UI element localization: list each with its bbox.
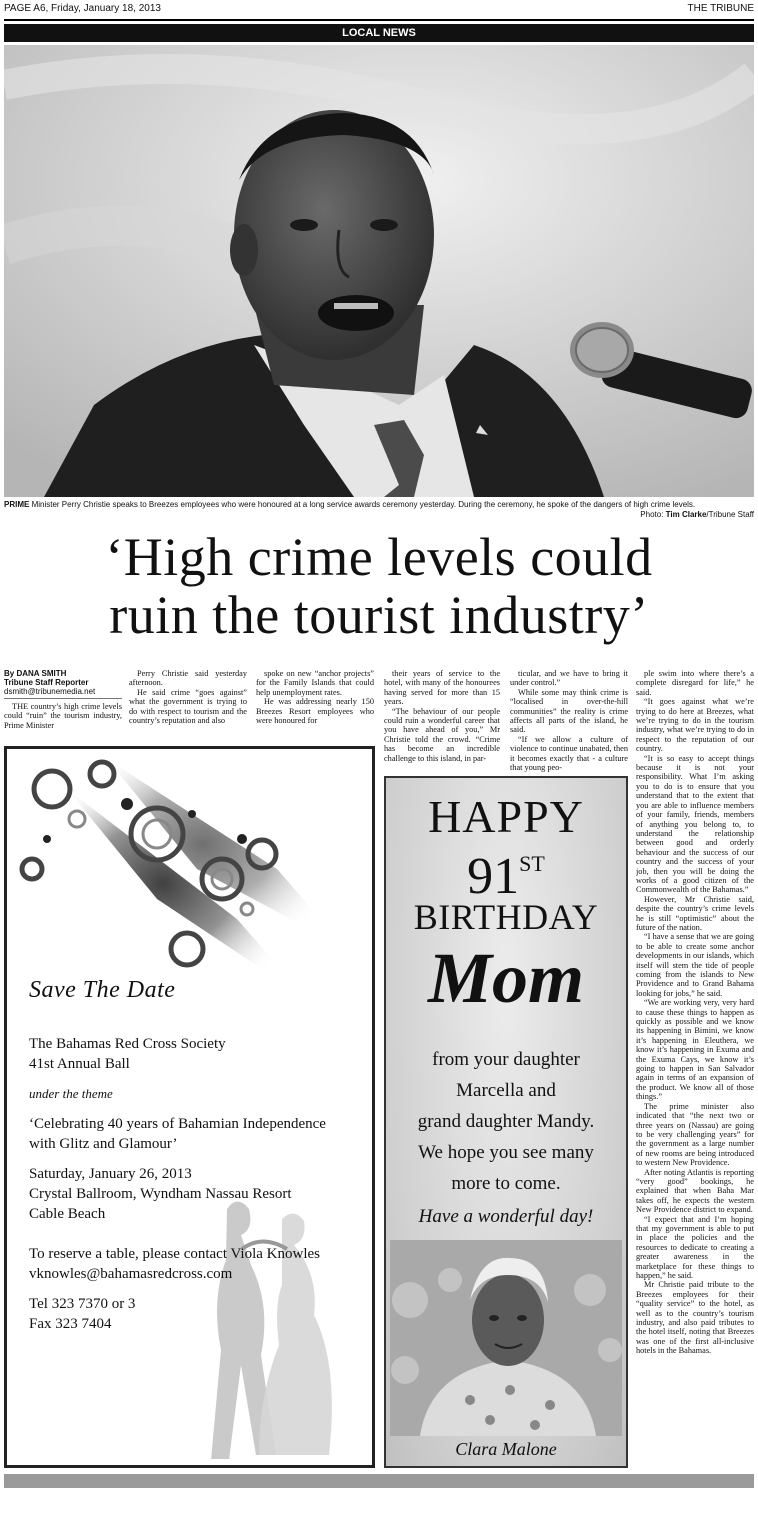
redcross-reserve: To reserve a table, please contact Viola Knowles [29, 1246, 320, 1262]
birthday-word: BIRTHDAY [413, 897, 599, 937]
article-paragraph: He was addressing nearly 150 Breezes Resort employees who were honoured for [256, 697, 374, 726]
article-column-3 [256, 669, 374, 741]
article-paragraph: Mr Christie paid tribute to the Breezes employees for their “quality service” to the hotel, as well as to the country’s tourism industry, and also paid tributes to the hotel itself, noting that Breezes was one of the first all-inclusive hotels in the Bahamas. [636, 1280, 754, 1356]
article-paragraph: their years of service to the hotel, with many of the honourees having served for more than 15 years. [384, 669, 500, 707]
birthday-message [386, 1044, 626, 1199]
article-paragraph: “I expect that and I’m hoping that my government is able to put in place the policies and the resources to dedicate to creating a greater awareness in the marketplace for these things to happen,” he said. [636, 1214, 754, 1280]
redcross-details [29, 1034, 359, 1334]
photo-caption [4, 500, 754, 520]
birthday-name: Clara Malone [455, 1439, 557, 1459]
article-paragraph: “The behaviour of our people could ruin a wonderful career that you have ahead of you,” Mr Christie told the crowd. “Crime has become an incredible challenge to this island, in par- [384, 706, 500, 763]
redcross-email: vknowles@bahamasredcross.com [29, 1266, 233, 1282]
birthday-mom-script: Mom [427, 938, 585, 1018]
article-paragraph: “It goes against what we’re trying to do here at Breezes, what we’re trying to do in the tourism industry, what we’re trying to do in respect to the reputation of our country. [636, 697, 754, 754]
birthday-wish: Have a wonderful day! [418, 1206, 594, 1227]
article-paragraph: ple swim into where there’s a complete disregard for life,” he said. [636, 669, 754, 697]
birthday-message-line-4: We hope you see many [418, 1142, 594, 1163]
folio-paper-name: THE TRIBUNE [687, 3, 754, 14]
birthday-message-line-5: more to come. [451, 1173, 561, 1194]
article-paragraph: ticular, and we have to bring it under control.” [510, 669, 628, 688]
folio-page-date: PAGE A6, Friday, January 18, 2013 [4, 3, 161, 14]
byline-author: By DANA SMITH [4, 669, 67, 678]
redcross-theme-line-2: with Glitz and Glamour’ [29, 1136, 178, 1152]
speaker-illustration [4, 45, 754, 497]
page-folio [4, 3, 754, 19]
birthday-advert [384, 776, 628, 1468]
article-paragraph: “It is so easy to accept things because it is not your responsibility. What I’m asking you to do is to ensure that you understand that to the extent that you are able to influence members of your family, friends, members of anything you belong to, to understand the relationship between good and orderly behaviour and the success of our country and the success of your job, then you will be doing the works of a good citizen of the Commonwealth of the Bahamas.” [636, 753, 754, 895]
birthday-age-suffix: ST [519, 851, 545, 876]
redcross-tel: Tel 323 7370 or 3 [29, 1296, 136, 1312]
byline [4, 669, 122, 702]
redcross-venue: Crystal Ballroom, Wyndham Nassau Resort [29, 1186, 292, 1202]
folio-rule [4, 19, 754, 21]
article-paragraph: Perry Christie said yesterday afternoon. [129, 669, 247, 688]
elderly-woman-portrait [390, 1240, 622, 1436]
photo-credit [4, 510, 754, 520]
caption-body: Minister Perry Christie speaks to Breezes employees who were honoured at a long service awards ceremony yesterday. During the ceremony, he spoke of the dangers of high crime levels. [29, 500, 696, 509]
birthday-message-line-2: Marcella and [456, 1080, 556, 1101]
redcross-theme-line-1: ‘Celebrating 40 years of Bahamian Independence [29, 1116, 326, 1132]
article-column-4 [384, 669, 500, 775]
article-paragraph: THE country’s high crime levels could “ruin” the tourism industry, Prime Minister [4, 702, 122, 730]
article-paragraph: While some may think crime is “localised in over-the-hill communities” the reality is crime affects all parts of the island, he said. [510, 687, 628, 735]
birthday-age [386, 836, 626, 905]
article-paragraph: “I have a sense that we are going to be able to create some anchor developments in our islands, which itself will stem the tide of people coming from the islands to New Providence and to Grand Bahama looking for jobs,” he said. [636, 932, 754, 998]
birthday-age-number: 91 [467, 848, 520, 905]
section-header: LOCAL NEWS [4, 24, 754, 42]
article-column-1 [4, 702, 122, 742]
article-paragraph: After noting Atlantis is reporting “very good” bookings, he explained that when Baha Mar takes off, he expects the western New Providence district to expand. [636, 1167, 754, 1215]
headline [4, 528, 754, 644]
byline-email: dsmith@tribunemedia.net [4, 687, 122, 699]
article-column-6 [636, 669, 754, 1469]
article-column-5 [510, 669, 628, 775]
birthday-message-line-3: grand daughter Mandy. [417, 1111, 595, 1132]
redcross-org: The Bahamas Red Cross Society [29, 1036, 226, 1052]
redcross-event: 41st Annual Ball [29, 1056, 130, 1072]
article-paragraph: “We are working very, very hard to cause these things to happen as quickly as possible and we know its happening in Bimini, we know it’s happening in Eleuthera, we know it’s happening in Exuma and the Exuma Cays, we know it’s going to happen in San Salvador again in terms of an expansion of the product. We know all of those things.” [636, 998, 754, 1102]
article-paragraph: He said crime “goes against” what the government is trying to do with respect to tourism and the country’s reputation and also [129, 687, 247, 726]
birthday-happy: HAPPY [428, 791, 584, 842]
footer-bar [4, 1474, 754, 1488]
headline-line-1: ‘High crime levels could [105, 527, 653, 587]
article-column-2 [129, 669, 247, 741]
birthday-message-line-1: from your daughter [432, 1049, 580, 1070]
credit-label: Photo: [640, 510, 666, 519]
main-photo [4, 45, 754, 497]
birthday-portrait [390, 1240, 622, 1436]
article-paragraph: The prime minister also indicated that “the next two or three years on (Nassau) are going to be very challenging years” for the government as a large number of new rooms are being introduced to western New Providence. [636, 1101, 754, 1168]
caption-text [4, 500, 754, 510]
article-paragraph: “If we allow a culture of violence to continue unabated, then it becomes exactly that - a culture that young peo- [510, 734, 628, 773]
credit-name: Tim Clarke [665, 510, 707, 519]
save-the-date-script: Save The Date [29, 977, 176, 1003]
redcross-date: Saturday, January 26, 2013 [29, 1166, 192, 1182]
credit-org: /Tribune Staff [706, 510, 754, 519]
article-paragraph: However, Mr Christie said, despite the country’s crime levels he is still “optimistic” about the future of the nation. [636, 894, 754, 932]
redcross-fax: Fax 323 7404 [29, 1316, 112, 1332]
article-paragraph: spoke on new “anchor projects” for the Family Islands that could help unemployment rates. [256, 669, 374, 697]
byline-role: Tribune Staff Reporter [4, 678, 89, 687]
redcross-theme-intro: under the theme [29, 1086, 113, 1101]
headline-line-2: ruin the tourist industry’ [109, 585, 649, 645]
redcross-ball-advert [4, 746, 375, 1468]
redcross-place: Cable Beach [29, 1206, 106, 1222]
abstract-circles-graphic [7, 749, 372, 1009]
caption-lead: PRIME [4, 500, 30, 509]
